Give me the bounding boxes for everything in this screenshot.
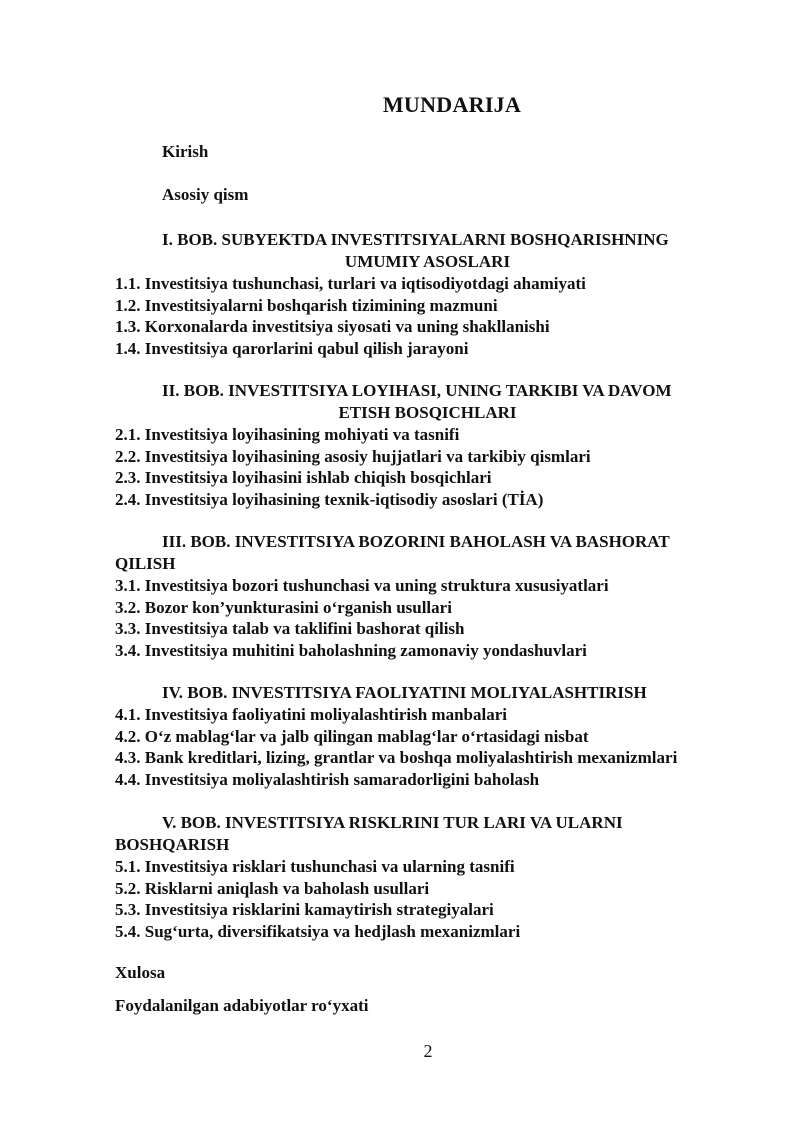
toc-item: 1.3. Korxonalarda investitsiya siyosati va uning shakllanishi [115, 317, 550, 337]
chapter-items [115, 424, 740, 511]
chapter-items [115, 273, 740, 360]
toc-item: 2.4. Investitsiya loyihasining texnik-iqtisodiy asoslari (TİA) [115, 490, 544, 510]
chapter-2 [115, 380, 740, 511]
chapter-title-line1: IV. BOB. INVESTITSIYA FAOLIYATINI MOLIYALASHTIRISH [162, 683, 647, 702]
chapter-title-line2: UMUMIY ASOSLARI [344, 252, 511, 271]
chapter-5 [115, 812, 740, 943]
toc-item: 3.4. Investitsiya muhitini baholashning zamonaviy yondashuvlari [115, 641, 587, 661]
toc-item: 4.1. Investitsiya faoliyatini moliyalashtirish manbalari [115, 705, 507, 724]
chapter-4 [115, 682, 740, 791]
toc-item: 2.2. Investitsiya loyihasining asosiy hujjatlari va tarkibiy qismlari [115, 446, 591, 466]
chapter-title-line1: III. BOB. INVESTITSIYA BOZORINI BAHOLASH VA BASHORAT [162, 532, 670, 551]
chapter-items [115, 704, 740, 791]
chapter-title-line1: II. BOB. INVESTITSIYA LOYIHASI, UNING TARKIBI VA DAVOM [162, 381, 672, 400]
toc-item: 3.2. Bozor kon’yunkturasini o‘rganish usullari [115, 597, 452, 617]
toc-item: 4.3. Bank kreditlari, lizing, grantlar va boshqa moliyalashtirish mexanizmlari [115, 748, 678, 768]
toc-item: 5.4. Sug‘urta, diversifikatsiya va hedjlash mexanizmlari [115, 922, 521, 942]
toc-entry-xulosa: Xulosa [115, 963, 166, 982]
chapter-3 [115, 531, 740, 662]
chapter-title-line2: BOSHQARISH [115, 835, 230, 854]
chapter-title-line2: QILISH [115, 554, 176, 573]
page-title: MUNDARIJA [382, 92, 522, 117]
chapter-title [115, 229, 740, 251]
toc-item: 4.4. Investitsiya moliyalashtirish samaradorligini baholash [115, 770, 540, 790]
toc-entry-kirish: Kirish [162, 142, 209, 161]
toc-item: 2.3. Investitsiya loyihasini ishlab chiqish bosqichlari [115, 468, 492, 488]
chapter-items [115, 575, 740, 662]
toc-item: 1.4. Investitsiya qarorlarini qabul qilish jarayoni [115, 339, 469, 359]
toc-item: 1.2. Investitsiyalarni boshqarish tizimining mazmuni [115, 295, 498, 315]
page-number: 2 [423, 1041, 433, 1061]
toc-item: 3.3. Investitsiya talab va taklifini bashorat qilish [115, 619, 465, 639]
toc-item: 5.2. Risklarni aniqlash va baholash usullari [115, 878, 430, 898]
toc-item: 1.1. Investitsiya tushunchasi, turlari va iqtisodiyotdagi ahamiyati [115, 274, 586, 293]
chapter-items [115, 856, 740, 943]
chapter-title-line1: V. BOB. INVESTITSIYA RISKLRINI TUR LARI VA ULARNI [162, 813, 623, 832]
toc-entry-asosiy-qism: Asosiy qism [162, 185, 249, 204]
chapter-1 [115, 229, 740, 360]
toc-item: 3.1. Investitsiya bozori tushunchasi va uning struktura xususiyatlari [115, 576, 609, 595]
toc-item: 5.3. Investitsiya risklarini kamaytirish strategiyalari [115, 900, 494, 920]
chapter-title-line1: I. BOB. SUBYEKTDA INVESTITSIYALARNI BOSHQARISHNING [162, 230, 669, 249]
toc-item: 5.1. Investitsiya risklari tushunchasi va ularning tasnifi [115, 857, 515, 876]
toc-item: 2.1. Investitsiya loyihasining mohiyati va tasnifi [115, 425, 460, 444]
toc-item: 4.2. O‘z mablag‘lar va jalb qilingan mablag‘lar o‘rtasidagi nisbat [115, 726, 589, 746]
chapter-title-line2: ETISH BOSQICHLARI [338, 403, 517, 422]
toc-entry-bibliography: Foydalanilgan adabiyotlar ro‘yxati [115, 996, 369, 1015]
